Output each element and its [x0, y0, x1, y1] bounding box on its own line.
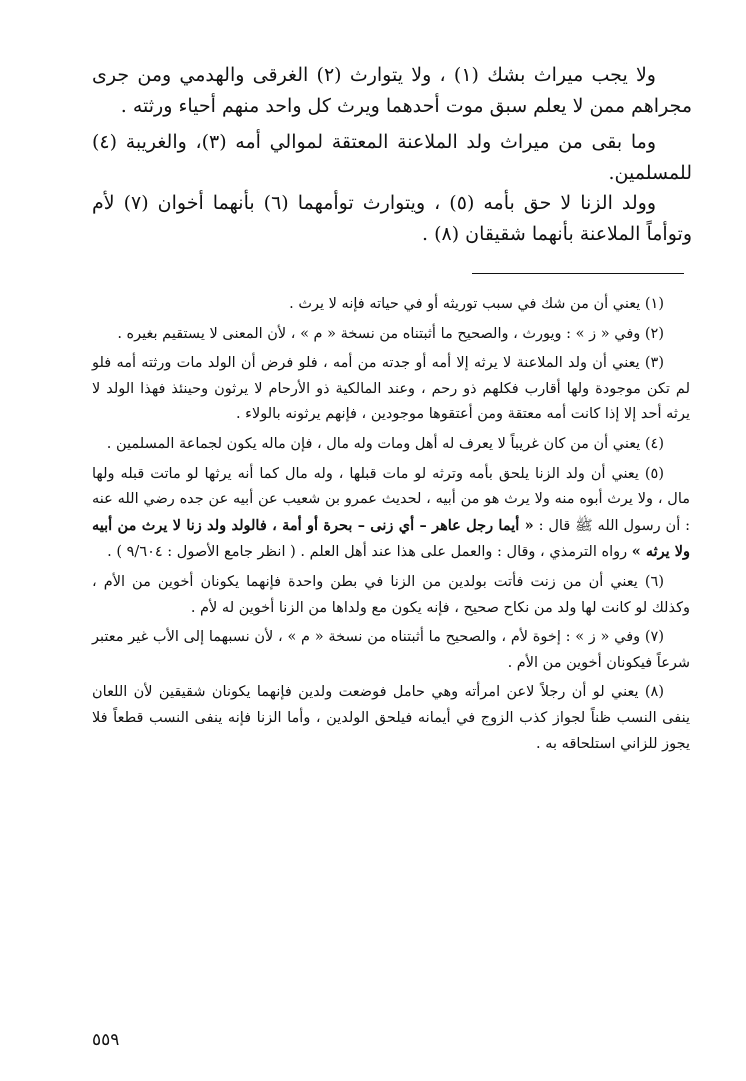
footnote-5-hadith: « أيما رجل عاهر – أي زنى – بحرة أو أمة ، فالولد ولد زنا لا يرث من أبيه ولا يرثه » — [92, 516, 690, 561]
footnote-1: (١) يعني أن من شك في سبب توريثه أو في حياته فإنه لا يرث . — [289, 296, 664, 312]
footnote-5 — [92, 462, 690, 566]
footnotes — [92, 292, 690, 761]
footnote-4: (٤) يعني أن من كان غريباً لا يعرف له أهل ومات وله مال ، فإن ماله يكون لجماعة المسلمين . — [106, 435, 664, 452]
main-paragraph-1: ولا يجب ميراث بشك (١) ، ولا يتوارث (٢) الغرقى والهدمي ومن جرى مجراهم ممن لا يعلم سبق موت أحدهما ويرث كل واحد منهم أحياء ورثته . — [92, 64, 692, 117]
footnote-separator — [472, 273, 684, 274]
page-number: ٥٥٩ — [92, 1030, 120, 1050]
main-paragraph-2: وما بقى من ميراث ولد الملاعنة المعتقة لموالي أمه (٣)، والغريبة (٤) للمسلمين. — [92, 131, 692, 184]
main-paragraph-3: وولد الزنا لا حق بأمه (٥) ، ويتوارث توأمهما (٦) بأنهما أخوان (٧) لأم وتوأماً الملاعنة بأنهما شقيقان (٨) . — [92, 192, 692, 245]
footnote-2: (٢) وفي « ز » : ويورث ، والصحيح ما أثبتناه من نسخة « م » ، لأن المعنى لا يستقيم بغيره . — [117, 325, 664, 342]
footnote-6: (٦) يعني أن من زنت فأتت بولدين من الزنا في بطن واحدة فإنهما يكونان أخوين من الأم ، وكذلك لو كانت لها ولد من نكاح صحيح ، فإنه يكون مع ولداها من الزنا أخوين له لأم . — [92, 573, 690, 616]
footnote-8: (٨) يعني لو أن رجلاً لاعن امرأته وهي حامل فوضعت ولدين فإنهما يكونان شقيقين لأن اللعان ينفى النسب ظناً لجواز كذب الزوج في أيمانه فيلحق الولدين ، وأما الزنا فإنه ينفى النسب قطعاً فلا يجوز للزاني استلحاقه به . — [92, 684, 690, 752]
footnote-7: (٧) وفي « ز » : إخوة لأم ، والصحيح ما أثبتناه من نسخة « م » ، لأن نسبهما إلى الأب غير معتبر شرعاً فيكونان أخوين من الأم . — [92, 629, 690, 671]
footnote-3: (٣) يعني أن ولد الملاعنة لا يرثه إلا أمه أو جدته من أمه ، فلو فرض أن الولد مات ورثته أمه فلو لم تكن موجودة ولها أقارب فكلهم ذو رحم ، وعند المالكية ذو الأرحام لا يرثون وحينئذ فهذا الولد لا يرثه أحد إلا إذا كانت أمه معتقة ومن أعتقوها موجودين ، فإنهم يرثونه بالولاء . — [92, 355, 690, 423]
main-text — [92, 60, 692, 249]
footnote-5-source: رواه الترمذي ، وقال : والعمل على هذا عند أهل العلم . ( انظر جامع الأصول : ٩/٦٠٤ ) . — [107, 544, 628, 561]
footnote-5-intro: (٥) يعني أن ولد الزنا يلحق بأمه وترثه لو مات قبلها ، وله مال كما أنه يرثها لو ماتت قبله ولها مال ، ولا يرث أبوه منه ولا يرث هو من أبيه ، لحديث عمرو بن شعيب عن أبيه عن جده رضي الله عنه : أن رسول الله ﷺ قال : — [92, 465, 691, 534]
